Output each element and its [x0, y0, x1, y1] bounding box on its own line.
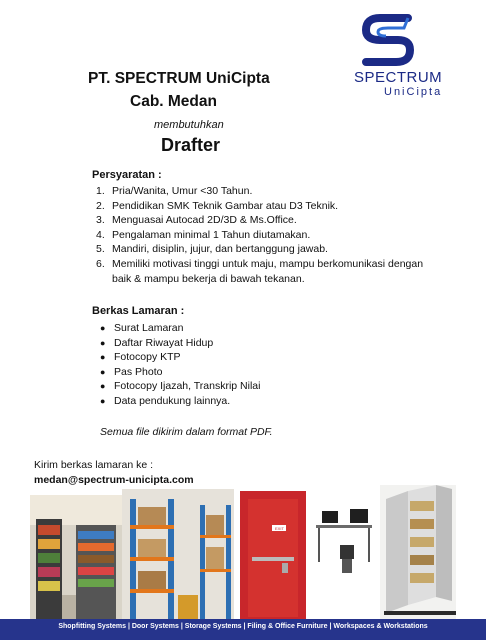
list-item: ● Data pendukung lainnya.: [100, 394, 231, 407]
branch-name: Cab. Medan: [130, 93, 217, 110]
storage-photo: [122, 489, 234, 619]
filing-photo: [380, 485, 456, 619]
bullet-icon: ●: [100, 381, 106, 392]
door-photo: [240, 491, 306, 619]
bullet-icon: ●: [100, 395, 106, 406]
bullet-icon: ●: [100, 323, 106, 333]
contact-email[interactable]: medan@spectrum-unicipta.com: [34, 474, 194, 486]
requirements-title: Persyaratan :: [92, 169, 162, 181]
list-item: ● Fotocopy KTP: [100, 351, 181, 364]
bullet-icon: ●: [100, 366, 106, 377]
shopfitting-photo: [30, 495, 122, 619]
requirements-list: [96, 184, 426, 286]
format-note: Semua file dikirim dalam format PDF.: [100, 426, 273, 438]
list-item: ● Daftar Riwayat Hidup: [100, 336, 214, 349]
footer-bar: [0, 619, 486, 640]
list-item: 3. Menguasai Autocad 2D/3D & Ms.Office.: [96, 214, 297, 227]
bullet-icon: ●: [100, 337, 106, 348]
spectrum-logo-icon: [358, 14, 420, 68]
company-logo: [352, 14, 456, 106]
list-item: 1. Pria/Wanita, Umur <30 Tahun.: [96, 185, 253, 197]
documents-title: Berkas Lamaran :: [92, 305, 185, 317]
list-item: 2. Pendidikan SMK Teknik Gambar atau D3 Teknik.: [96, 199, 339, 212]
list-item: 4. Pengalaman minimal 1 Tahun diutamakan.: [96, 228, 311, 241]
send-label: Kirim berkas lamaran ke :: [34, 459, 154, 471]
company-name: PT. SPECTRUM UniCipta: [88, 70, 270, 87]
logo-brand-text: SPECTRUM: [354, 69, 443, 86]
bullet-icon: ●: [100, 352, 106, 363]
list-item: ● Pas Photo: [100, 365, 163, 378]
documents-list: [98, 321, 398, 409]
logo-sub-text: UniCipta: [384, 86, 443, 98]
door-sign-text: EXIT: [275, 526, 284, 531]
list-item: ● Surat Lamaran: [100, 322, 184, 334]
job-title: Drafter: [161, 135, 221, 155]
footer-text: Shopfitting Systems | Door Systems | Storage Systems | Filing & Office Furniture | Workspaces & Workstations: [58, 623, 428, 630]
office-photo: [314, 501, 374, 619]
list-item: 5. Mandiri, disiplin, jujur, dan bertanggung jawab.: [96, 243, 328, 256]
list-item: 6. Memiliki motivasi tinggi untuk maju, mampu berkomunikasi dengan baik & mampu bekerja di bawah tekanan.: [96, 257, 424, 285]
needs-text: membutuhkan: [154, 119, 224, 131]
product-photos: [0, 485, 486, 620]
list-item: ● Fotocopy Ijazah, Transkrip Nilai: [100, 380, 261, 393]
